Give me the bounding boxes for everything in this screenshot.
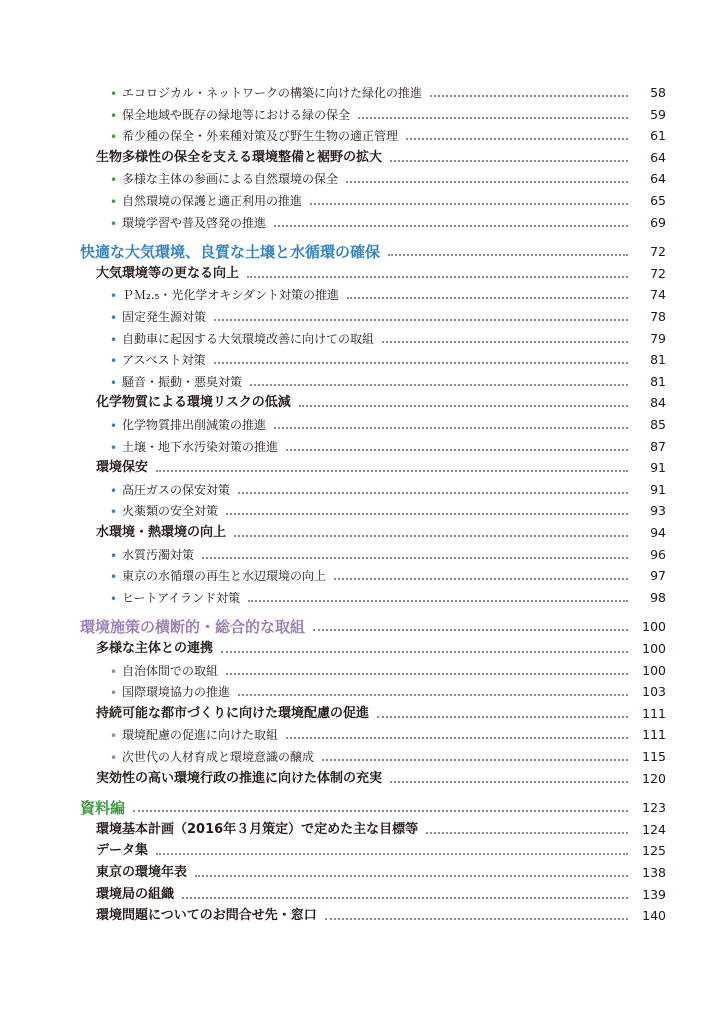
toc-entry-label: 自然環境の保護と適正利用の推進 — [122, 194, 303, 208]
page-number: 111 — [642, 727, 666, 743]
toc-section-entry[interactable] — [0, 701, 724, 723]
dot-leader — [195, 875, 628, 877]
dot-leader — [238, 694, 628, 696]
toc-entry-label: 化学物質による環境リスクの低減 — [96, 395, 291, 411]
toc-section-entry[interactable] — [0, 860, 724, 882]
page-number: 91 — [650, 460, 666, 476]
dot-leader — [156, 470, 628, 472]
page-number: 123 — [642, 800, 666, 816]
bullet-dot-icon: • — [110, 664, 118, 679]
toc-entry-label: 生物多様性の保全を支える環境整備と裾野の拡大 — [96, 149, 383, 165]
toc-entry-label: 環境基本計画（2016年３月策定）で定めた主な目標等 — [96, 821, 419, 837]
page-number: 100 — [642, 662, 666, 678]
bullet-dot-icon: • — [110, 216, 118, 231]
toc-entry-label: ＰＭ₂.₅・光化学オキシダント対策の推進 — [122, 288, 339, 303]
dot-leader — [250, 384, 628, 386]
dot-leader — [234, 535, 628, 537]
toc-subsection-entry[interactable] — [0, 563, 724, 585]
bullet-dot-icon: • — [110, 332, 118, 347]
toc-entry-label: 水環境・熱環境の向上 — [96, 525, 227, 540]
toc-subsection-entry[interactable] — [0, 80, 724, 102]
page-number: 124 — [642, 821, 666, 837]
toc-section-entry[interactable] — [0, 455, 724, 477]
toc-entry-label: 持続可能な都市づくりに向けた環境配慮の促進 — [96, 705, 370, 721]
dot-leader — [226, 513, 628, 515]
dot-leader — [247, 276, 628, 278]
bullet-dot-icon: • — [110, 195, 118, 209]
toc-subsection-entry[interactable] — [0, 722, 724, 744]
dot-leader — [286, 449, 628, 451]
dot-leader — [226, 673, 628, 675]
toc-entry-label: 多様な主体との連携 — [96, 641, 214, 656]
page-number: 59 — [650, 106, 666, 122]
dot-leader — [377, 716, 628, 718]
toc-subsection-entry[interactable] — [0, 369, 724, 391]
dot-leader — [390, 160, 628, 162]
toc-subsection-entry[interactable] — [0, 166, 724, 188]
toc-section-entry[interactable] — [0, 838, 724, 860]
bullet-dot-icon: • — [110, 570, 118, 585]
toc-subsection-entry[interactable] — [0, 347, 724, 369]
toc-entry-label: 次世代の人材育成と環境意識の醸成 — [122, 750, 315, 764]
toc-subsection-entry[interactable] — [0, 585, 724, 607]
page-number: 93 — [650, 503, 666, 519]
dot-leader — [325, 918, 628, 920]
page-number: 72 — [650, 265, 666, 281]
toc-section-entry[interactable] — [0, 766, 724, 788]
page-number: 69 — [650, 214, 666, 230]
dot-leader — [182, 897, 628, 899]
toc-entry-label: 自治体間での取組 — [122, 663, 219, 678]
dot-leader — [426, 832, 628, 834]
dot-leader — [347, 297, 628, 299]
bullet-dot-icon: • — [110, 173, 118, 188]
page-number: 64 — [650, 149, 666, 165]
toc-entry-label: 環境施策の横断的・総合的な取組 — [80, 618, 306, 637]
toc-entry-label: 環境保安 — [96, 460, 149, 476]
page-number: 64 — [650, 171, 666, 187]
page-number: 87 — [650, 438, 666, 454]
toc-section-entry[interactable] — [0, 145, 724, 167]
page-number: 115 — [642, 749, 666, 764]
bullet-dot-icon: • — [110, 483, 118, 498]
toc-subsection-entry[interactable] — [0, 282, 724, 304]
page-number: 74 — [650, 287, 666, 303]
page-number: 65 — [650, 193, 666, 208]
toc-entry-label: 騒音・振動・悪臭対策 — [122, 374, 243, 389]
toc-section-entry[interactable] — [0, 261, 724, 283]
toc-entry-label: 東京の環境年表 — [96, 865, 188, 880]
bullet-dot-icon: • — [110, 311, 118, 325]
bullet-dot-icon: • — [110, 87, 118, 101]
toc-entry-label: ヒートアイランド対策 — [122, 590, 241, 605]
toc-entry-label: 実効性の高い環境行政の推進に向けた体制の充実 — [96, 770, 383, 786]
page-number: 94 — [650, 525, 666, 540]
page-number: 111 — [642, 705, 666, 721]
page-number: 78 — [650, 309, 666, 324]
toc-chapter-heading[interactable] — [0, 795, 724, 817]
toc-section-entry[interactable] — [0, 520, 724, 542]
toc-entry-label: 自動車に起因する大気環境改善に向けての取組 — [122, 331, 375, 346]
dot-leader — [274, 427, 628, 429]
dot-leader — [156, 853, 628, 855]
dot-leader — [286, 737, 628, 739]
toc-entry-label: 国際環境協力の推進 — [122, 685, 231, 700]
page-number: 81 — [650, 352, 666, 368]
page-number: 85 — [650, 417, 666, 432]
toc-entry-label: アスベスト対策 — [122, 353, 206, 368]
toc-section-entry[interactable] — [0, 882, 724, 904]
toc-entry-label: 東京の水循環の再生と水辺環境の向上 — [122, 569, 327, 584]
toc-entry-label: データ集 — [96, 843, 149, 859]
page-number: 125 — [642, 843, 666, 859]
toc-entry-label: 大気環境等の更なる向上 — [96, 265, 240, 281]
page-number: 61 — [650, 128, 666, 144]
toc-chapter-heading[interactable] — [0, 614, 724, 636]
toc-entry-label: 保全地域や既存の緑地等における緑の保全 — [122, 107, 351, 122]
toc-subsection-entry[interactable] — [0, 188, 724, 210]
toc-section-entry[interactable] — [0, 817, 724, 839]
bullet-dot-icon: • — [110, 354, 118, 369]
bullet-dot-icon: • — [110, 130, 118, 145]
dot-leader — [390, 781, 628, 783]
toc-entry-label: 快適な大気環境、良質な土壌と水循環の確保 — [80, 243, 381, 262]
toc-entry-label: 環境学習や普及啓発の推進 — [122, 215, 267, 230]
page-number: 84 — [650, 395, 666, 411]
dot-leader — [322, 759, 628, 761]
toc-chapter-heading[interactable] — [0, 239, 724, 261]
toc-entry-label: 環境局の組織 — [96, 886, 175, 902]
toc-entry-label: 高圧ガスの保安対策 — [122, 482, 231, 497]
toc-entry-label: 固定発生源対策 — [122, 310, 207, 324]
page-number: 100 — [642, 619, 666, 635]
page-number: 58 — [650, 85, 666, 100]
toc-subsection-entry[interactable] — [0, 498, 724, 520]
dot-leader — [313, 629, 628, 631]
toc-subsection-entry[interactable] — [0, 412, 724, 434]
toc-subsection-entry[interactable] — [0, 326, 724, 348]
toc-entry-label: 環境配慮の促進に向けた取組 — [122, 728, 279, 743]
toc-subsection-entry[interactable] — [0, 434, 724, 456]
dot-leader — [248, 600, 628, 602]
dot-leader — [133, 810, 628, 812]
bullet-dot-icon: • — [110, 505, 118, 520]
page-number: 140 — [642, 908, 666, 924]
toc-subsection-entry[interactable] — [0, 477, 724, 499]
toc-section-entry[interactable] — [0, 390, 724, 412]
bullet-dot-icon: • — [110, 591, 118, 606]
dot-leader — [346, 181, 628, 183]
page-number: 79 — [650, 330, 666, 346]
toc-entry-label: 火薬類の安全対策 — [122, 504, 219, 519]
toc-section-entry[interactable] — [0, 903, 724, 925]
bullet-dot-icon: • — [110, 548, 118, 563]
bullet-dot-icon: • — [110, 375, 118, 390]
bullet-dot-icon: • — [110, 751, 118, 765]
toc-entry-label: 化学物質排出削減策の推進 — [122, 418, 267, 432]
bullet-dot-icon: • — [110, 686, 118, 701]
bullet-dot-icon: • — [110, 289, 118, 304]
toc-subsection-entry[interactable] — [0, 744, 724, 766]
toc-subsection-entry[interactable] — [0, 542, 724, 564]
toc-subsection-entry[interactable] — [0, 304, 724, 326]
toc-subsection-entry[interactable] — [0, 102, 724, 124]
page-number: 139 — [642, 886, 666, 902]
bullet-dot-icon: • — [110, 729, 118, 744]
page-number: 97 — [650, 568, 666, 584]
dot-leader — [221, 651, 628, 653]
dot-leader — [382, 341, 628, 343]
page-number: 100 — [642, 641, 666, 656]
toc-section-entry[interactable] — [0, 636, 724, 658]
dot-leader — [430, 95, 628, 97]
page-number: 120 — [642, 770, 666, 786]
dot-leader — [358, 117, 628, 119]
dot-leader — [406, 138, 628, 140]
dot-leader — [202, 557, 628, 559]
dot-leader — [334, 578, 628, 580]
dot-leader — [299, 405, 628, 407]
bullet-dot-icon: • — [110, 440, 118, 455]
toc-entry-label: 土壌・地下水汚染対策の推進 — [122, 439, 279, 454]
page-number: 91 — [650, 481, 666, 497]
page-number: 96 — [650, 546, 666, 562]
toc-subsection-entry[interactable] — [0, 679, 724, 701]
toc-subsection-entry[interactable] — [0, 210, 724, 232]
dot-leader — [388, 254, 628, 256]
page-number: 72 — [650, 244, 666, 260]
dot-leader — [238, 492, 628, 494]
toc-entry-label: 環境問題についてのお問合せ先・窓口 — [96, 908, 317, 924]
toc-entry-label: 希少種の保全・外来種対策及び野生生物の適正管理 — [122, 129, 399, 144]
bullet-dot-icon: • — [110, 419, 118, 433]
toc-entry-label: 多様な主体の参画による自然環境の保全 — [122, 172, 339, 187]
page-number: 81 — [650, 373, 666, 389]
dot-leader — [214, 319, 628, 321]
toc-entry-label: 資料編 — [80, 799, 126, 818]
dot-leader — [310, 203, 628, 205]
toc-subsection-entry[interactable] — [0, 123, 724, 145]
bullet-dot-icon: • — [110, 108, 118, 123]
page-number: 98 — [650, 589, 666, 605]
toc-subsection-entry[interactable] — [0, 658, 724, 680]
dot-leader — [214, 362, 628, 364]
dot-leader — [274, 225, 628, 227]
toc-entry-label: エコロジカル・ネットワークの構築に向けた緑化の推進 — [122, 86, 423, 100]
toc-entry-label: 水質汚濁対策 — [122, 547, 195, 562]
page-number: 138 — [642, 865, 666, 880]
page-number: 103 — [642, 684, 666, 700]
